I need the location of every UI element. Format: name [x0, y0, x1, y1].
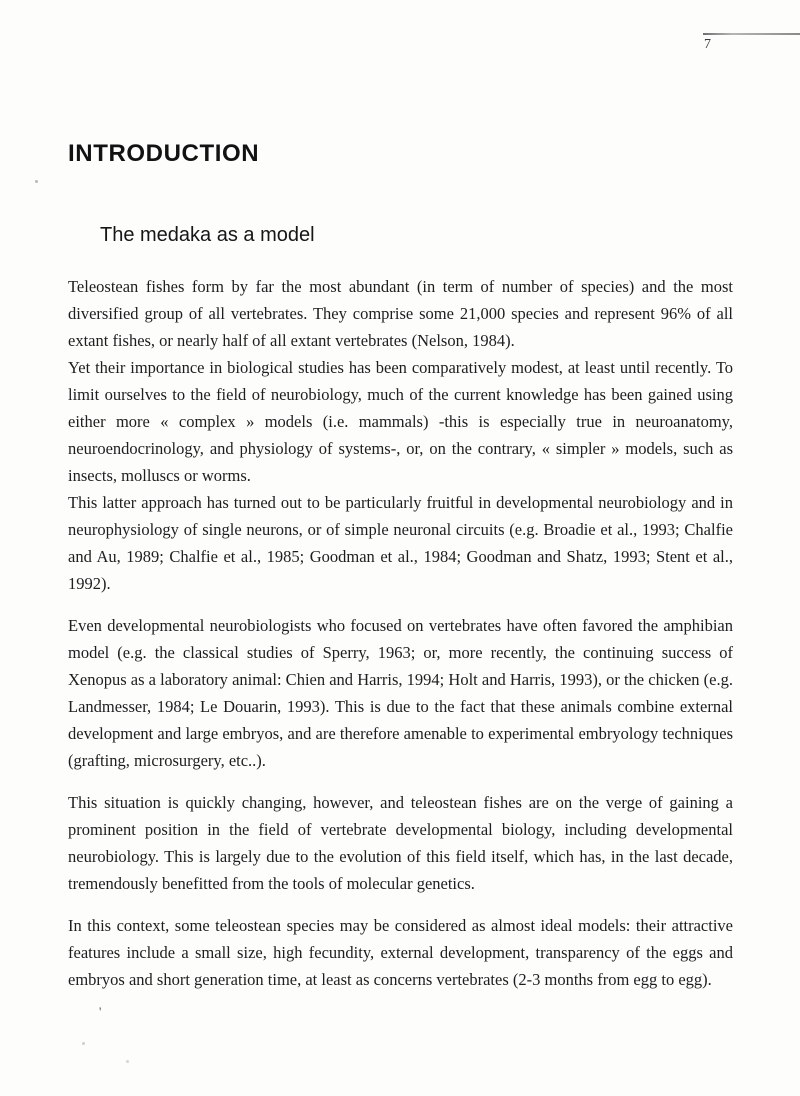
page-content: [68, 140, 733, 993]
paragraph: Teleostean fishes form by far the most abundant (in term of number of species) and the most diversified group of all vertebrates. They comprise some 21,000 species and represent 96% of all extant fishes, or nearly half of all extant vertebrates (Nelson, 1984).: [68, 277, 733, 350]
header-rule: [703, 33, 800, 35]
page-number: 7: [704, 37, 711, 52]
paragraph: This latter approach has turned out to be particularly fruitful in developmental neurobiology and in neurophysiology of single neurons, or of simple neuronal circuits (e.g. Broadie et al., 1993; Chalfie and Au, 1989; Chalfie et al., 1985; Goodman et al., 1984; Goodman and Shatz, 1993; Stent et al., 1992).: [68, 493, 733, 593]
chapter-title: INTRODUCTION: [68, 140, 260, 167]
paragraph: This situation is quickly changing, however, and teleostean fishes are on the verge of gaining a prominent position in the field of vertebrate developmental biology, including developmental neurobiology. This is largely due to the evolution of this field itself, which has, in the last decade, tremendously benefitted from the tools of molecular genetics.: [68, 793, 733, 893]
scan-artifact-mark: ': [99, 1004, 102, 1019]
paragraph: Yet their importance in biological studies has been comparatively modest, at least until recently. To limit ourselves to the field of neurobiology, much of the current knowledge has been gained using either more « complex » models (i.e. mammals) -this is especially true in neuroanatomy, neuroendocrinology, and physiology of systems-, or, on the contrary, « simpler » models, such as insects, molluscs or worms.: [68, 358, 733, 485]
body-text: [68, 273, 733, 993]
scan-speck: [82, 1042, 85, 1045]
section-subtitle: The medaka as a model: [100, 224, 315, 246]
scan-speck: [126, 1060, 129, 1063]
paragraph: In this context, some teleostean species may be considered as almost ideal models: their attractive features include a small size, high fecundity, external development, transparency of the eggs and embryos and short generation time, at least as concerns vertebrates (2-3 months from egg to egg).: [68, 916, 733, 989]
paragraph: Even developmental neurobiologists who focused on vertebrates have often favored the amphibian model (e.g. the classical studies of Sperry, 1963; or, more recently, the continuing success of Xenopus as a laboratory animal: Chien and Harris, 1994; Holt and Harris, 1993), or the chicken (e.g. Landmesser, 1984; Le Douarin, 1993). This is due to the fact that these animals combine external development and large embryos, and are therefore amenable to experimental embryology techniques (grafting, microsurgery, etc..).: [68, 616, 733, 770]
scan-speck: [35, 180, 38, 183]
